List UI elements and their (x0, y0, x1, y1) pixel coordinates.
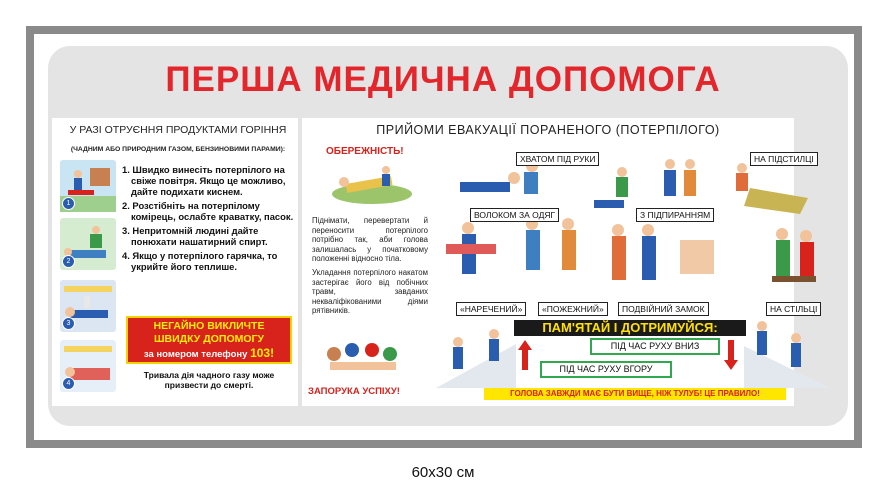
picture-number: 1 (62, 197, 75, 210)
picture-number: 2 (62, 255, 75, 268)
evacuate-to-fresh-air-illustration (60, 160, 116, 212)
stairs-down-illustration (744, 316, 830, 388)
arrow-up-icon (518, 340, 532, 370)
caution-heading: ОБЕРЕЖНІСТЬ! (326, 146, 404, 157)
blanket-drag-illustration (720, 158, 810, 216)
chair-carry-illustration (762, 226, 826, 298)
moving-down-label: ПІД ЧАС РУХУ ВНИЗ (590, 338, 720, 355)
alert-line-1: НЕГАЙНО ВИКЛИЧТЕ (153, 320, 265, 332)
moving-up-label: ПІД ЧАС РУХУ ВГОРУ (540, 361, 672, 378)
method-label: НА ПІДСТИЛЦІ (750, 152, 818, 166)
picture-number: 3 (62, 317, 75, 330)
poisoning-subtitle: (ЧАДНИМ АБО ПРИРОДНИМ ГАЗОМ, БЕНЗИНОВИМИ ПАРАМИ): (70, 146, 286, 153)
method-label: ХВАТОМ ПІД РУКИ (516, 152, 599, 166)
drag-by-clothes-illustration (590, 164, 638, 224)
carbon-monoxide-warning: Тривала дія чадного газу може призвести до смерті. (143, 370, 275, 390)
step-item: 4. Якщо у потерпілого гарячка, то укрийте його теплише. (122, 250, 278, 272)
alert-line-2: ШВИДКУ ДОПОМОГУ (153, 333, 265, 345)
method-label: «ПОЖЕЖНИЙ» (538, 302, 608, 316)
method-label: ПОДВІЙНИЙ ЗАМОК (618, 302, 709, 316)
head-position-rule: ГОЛОВА ЗАВЖДИ МАЄ БУТИ ВИЩЕ, НІЖ ТУЛУБ! ЦЕ ПРАВИЛО! (484, 388, 786, 400)
poster-size-caption: 60x30 см (411, 464, 475, 481)
evacuation-title: ПРИЙОМИ ЕВАКУАЦІЇ ПОРАНЕНОГО (ПОТЕРПІЛОГО) (376, 123, 720, 137)
cover-with-blanket-illustration (60, 340, 116, 392)
rolling-victim-illustration (322, 160, 422, 210)
poisoning-title: У РАЗІ ОТРУЄННЯ ПРОДУКТАМИ ГОРІННЯ (69, 124, 287, 136)
team-hands-illustration (320, 340, 406, 376)
bride-carry-illustration (440, 220, 504, 300)
evacuation-instructions (312, 216, 428, 320)
method-label: НА СТІЛЬЦІ (766, 302, 821, 316)
instruction-paragraph: Піднімати, перевертати й переносити потерпілого потрібно так, аби голова залишалась у початковому положенні відносно тіла. (312, 216, 428, 264)
picture-number: 4 (62, 377, 75, 390)
arrow-down-icon (724, 340, 738, 370)
first-aid-steps (122, 164, 300, 275)
ammonia-illustration (60, 280, 116, 332)
step-item: 3. Непритомній людині дайте понюхати нашатирний спирт. (122, 225, 268, 247)
alert-phone-prefix: за номером телефону (143, 349, 248, 360)
supported-walk-illustration (650, 156, 712, 216)
call-ambulance-box (126, 316, 292, 364)
fireman-carry-illustration (510, 216, 592, 296)
alert-phone-number: 103! (250, 346, 275, 360)
method-label: З ПІДПИРАННЯМ (636, 208, 714, 222)
instruction-paragraph: Укладання потерпілого накатом застерігає його від побічних травм, завданих некваліфікованими діями рятівників. (312, 267, 428, 316)
step-item: 1. Швидко винесіть потерпілого на свіже повітря. Якщо це можливо, дайте подихати киснем. (122, 164, 286, 197)
success-key-heading: ЗАПОРУКА УСПІХУ! (308, 386, 400, 397)
alert-line-3 (128, 346, 290, 362)
loosen-collar-illustration (60, 218, 116, 270)
remember-heading: ПАМ'ЯТАЙ І ДОТРИМУЙСЯ: (514, 320, 746, 336)
method-label: ВОЛОКОМ ЗА ОДЯГ (470, 208, 559, 222)
stairs-up-illustration (436, 324, 516, 388)
method-label: «НАРЕЧЕНИЙ» (456, 302, 526, 316)
double-lock-illustration (600, 222, 720, 296)
step-item: 2. Розстібніть на потерпілому комірець, ослабте краватку, пасок. (122, 200, 294, 222)
poster-title: ПЕРША МЕДИЧНА ДОПОМОГА (165, 60, 721, 99)
